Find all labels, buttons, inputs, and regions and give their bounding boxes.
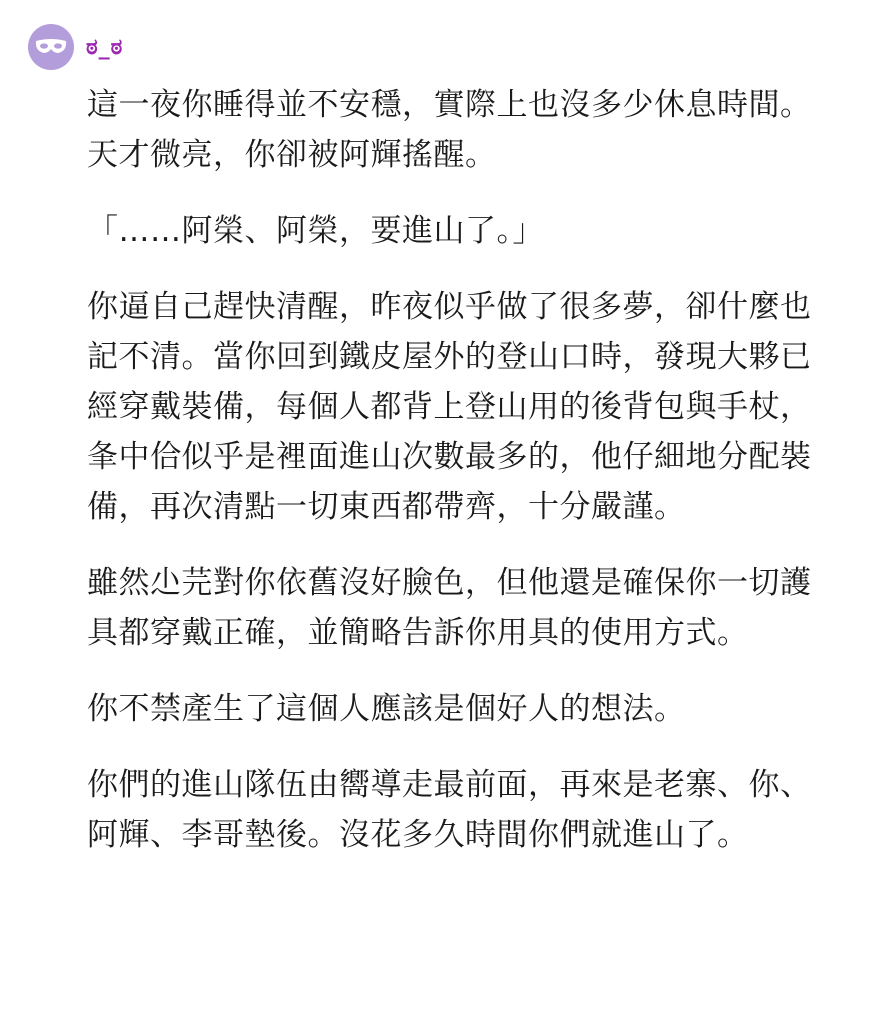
post-header <box>28 23 123 71</box>
story-paragraph: 「……阿榮、阿榮，要進山了。」 <box>87 213 544 249</box>
story-paragraph: 你不禁產生了這個人應該是個好人的想法。 <box>87 691 686 727</box>
story-paragraph: 你們的進山隊伍由嚮導走最前面，再來是老寨、你、阿輝、李哥墊後。沒花多久時間你們就進山了。 <box>87 767 812 853</box>
story-paragraph: 雖然尐芫對你依舊沒好臉色，但他還是確保你一切護具都穿戴正確，並簡略告訴你用具的使用方式。 <box>87 565 812 651</box>
author-avatar[interactable] <box>28 24 74 70</box>
story-body <box>87 80 817 886</box>
mask-icon <box>34 37 68 57</box>
story-paragraph: 這一夜你睡得並不安穩，實際上也沒多少休息時間。天才微亮，你卻被阿輝搖醒。 <box>87 87 812 173</box>
story-paragraph: 你逼自己趕快清醒，昨夜似乎做了很多夢，卻什麼也記不清。當你回到鐵皮屋外的登山口時，發現大夥已經穿戴裝備，每個人都背上登山用的後背包與手杖，夆中佮似乎是裡面進山次數最多的，他仔細地分配裝備，再次清點一切東西都帶齊，十分嚴謹。 <box>87 289 812 525</box>
author-name[interactable]: ಠ_ಠ <box>86 34 124 60</box>
